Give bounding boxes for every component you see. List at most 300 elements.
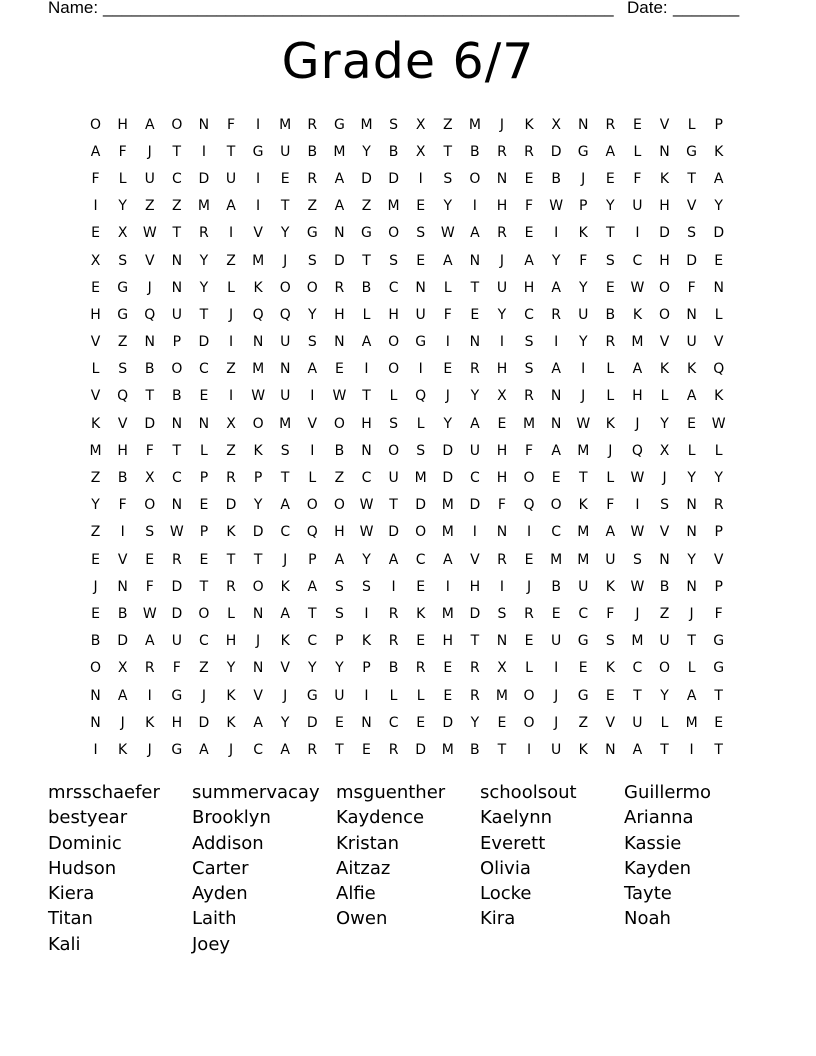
grid-letter: L bbox=[227, 605, 235, 622]
grid-letter: S bbox=[605, 633, 615, 650]
grid-letter: T bbox=[660, 741, 669, 758]
grid-letter: Q bbox=[631, 442, 643, 459]
grid-letter: W bbox=[630, 279, 645, 296]
grid-letter: B bbox=[117, 605, 128, 622]
grid-letter: O bbox=[415, 524, 427, 541]
grid-letter: A bbox=[713, 170, 724, 187]
grid-letter: A bbox=[551, 442, 561, 459]
grid-letter: M bbox=[631, 334, 644, 351]
grid-letter: T bbox=[687, 633, 696, 650]
grid-letter: S bbox=[334, 578, 344, 595]
grid-row bbox=[82, 628, 734, 655]
grid-letter: D bbox=[442, 714, 454, 731]
word-list bbox=[48, 780, 768, 957]
grid-letter: H bbox=[496, 470, 508, 487]
grid-letter: K bbox=[280, 578, 290, 595]
grid-letter: E bbox=[416, 633, 426, 650]
grid-letter: Z bbox=[144, 198, 155, 215]
grid-row bbox=[82, 329, 734, 356]
grid-letter: N bbox=[686, 578, 697, 595]
grid-letter: I bbox=[364, 605, 369, 622]
grid-letter: J bbox=[201, 687, 206, 704]
grid-letter: W bbox=[549, 198, 564, 215]
word-list-item: Laith bbox=[192, 908, 237, 930]
grid-letter: Z bbox=[90, 524, 101, 541]
grid-letter: W bbox=[576, 415, 591, 432]
grid-row bbox=[82, 492, 734, 519]
grid-letter: Y bbox=[118, 198, 127, 215]
grid-letter: B bbox=[551, 170, 561, 187]
grid-letter: O bbox=[279, 279, 291, 296]
grid-letter: I bbox=[310, 388, 315, 405]
grid-letter: T bbox=[389, 497, 398, 514]
grid-letter: U bbox=[659, 633, 670, 650]
grid-letter: N bbox=[686, 497, 697, 514]
grid-letter: S bbox=[660, 497, 669, 514]
grid-letter: V bbox=[117, 415, 128, 432]
grid-letter: K bbox=[659, 170, 670, 187]
grid-row bbox=[82, 736, 734, 763]
grid-letter: M bbox=[197, 198, 210, 215]
grid-letter: J bbox=[283, 252, 288, 269]
grid-row bbox=[82, 220, 734, 247]
grid-letter: I bbox=[445, 578, 450, 595]
grid-letter: D bbox=[334, 252, 345, 269]
grid-letter: O bbox=[388, 334, 400, 351]
grid-letter: U bbox=[469, 442, 480, 459]
word-list-item: Kaelynn bbox=[480, 807, 553, 829]
grid-letter: Y bbox=[687, 470, 696, 487]
grid-letter: H bbox=[659, 252, 670, 269]
grid-letter: P bbox=[172, 334, 182, 351]
grid-letter: C bbox=[415, 551, 426, 568]
grid-letter: A bbox=[307, 361, 318, 378]
grid-letter: R bbox=[551, 306, 561, 323]
grid-letter: C bbox=[469, 470, 480, 487]
page-title: Grade 6/7 bbox=[281, 33, 535, 90]
grid-letter: W bbox=[359, 524, 374, 541]
grid-letter: W bbox=[169, 524, 184, 541]
grid-letter: D bbox=[252, 524, 264, 541]
grid-letter: W bbox=[142, 605, 157, 622]
grid-letter: T bbox=[443, 143, 453, 160]
grid-letter: I bbox=[201, 143, 206, 160]
grid-letter: O bbox=[469, 170, 481, 187]
grid-letter: R bbox=[497, 143, 507, 160]
grid-letter: U bbox=[280, 388, 291, 405]
grid-letter: C bbox=[253, 741, 263, 758]
grid-letter: T bbox=[633, 687, 642, 704]
grid-letter: S bbox=[524, 334, 534, 351]
grid-letter: N bbox=[171, 252, 183, 269]
grid-letter: M bbox=[577, 551, 590, 568]
grid-letter: F bbox=[226, 116, 236, 133]
grid-letter: R bbox=[605, 334, 616, 351]
grid-letter: O bbox=[144, 497, 156, 514]
grid-letter: N bbox=[415, 279, 426, 296]
grid-row bbox=[82, 301, 734, 328]
grid-letter: L bbox=[606, 361, 615, 378]
grid-letter: A bbox=[307, 578, 318, 595]
grid-letter: I bbox=[364, 687, 369, 704]
grid-letter: V bbox=[90, 334, 101, 351]
grid-letter: O bbox=[659, 306, 671, 323]
grid-letter: S bbox=[118, 361, 128, 378]
grid-letter: L bbox=[633, 143, 642, 160]
grid-letter: D bbox=[659, 225, 670, 242]
grid-letter: F bbox=[145, 442, 154, 459]
grid-letter: T bbox=[199, 306, 209, 323]
grid-letter: A bbox=[334, 198, 345, 215]
grid-row bbox=[82, 247, 734, 274]
grid-letter: L bbox=[525, 660, 533, 677]
grid-letter: J bbox=[283, 551, 288, 568]
grid-letter: H bbox=[117, 116, 128, 133]
grid-letter: T bbox=[172, 143, 182, 160]
grid-letter: Z bbox=[659, 605, 670, 622]
grid-letter: S bbox=[524, 361, 534, 378]
grid-letter: L bbox=[687, 660, 696, 677]
grid-letter: P bbox=[308, 551, 317, 568]
grid-letter: B bbox=[307, 143, 318, 160]
grid-letter: X bbox=[659, 442, 670, 459]
grid-letter: E bbox=[416, 252, 426, 269]
grid-letter: O bbox=[252, 415, 264, 432]
grid-letter: B bbox=[172, 388, 182, 405]
grid-row bbox=[82, 193, 734, 220]
grid-letter: O bbox=[198, 605, 210, 622]
word-list-item: Alfie bbox=[336, 883, 376, 905]
grid-letter: H bbox=[117, 442, 128, 459]
grid-letter: E bbox=[145, 551, 155, 568]
grid-letter: A bbox=[280, 605, 290, 622]
grid-letter: J bbox=[581, 170, 586, 187]
grid-letter: E bbox=[416, 198, 426, 215]
grid-letter: C bbox=[578, 605, 589, 622]
grid-letter: D bbox=[171, 605, 183, 622]
grid-letter: E bbox=[524, 225, 534, 242]
grid-letter: D bbox=[388, 524, 399, 541]
grid-letter: Y bbox=[687, 551, 696, 568]
grid-letter: P bbox=[335, 633, 344, 650]
grid-letter: Q bbox=[306, 524, 318, 541]
grid-letter: Z bbox=[90, 470, 101, 487]
word-list-item: Locke bbox=[480, 883, 532, 905]
grid-letter: X bbox=[90, 252, 101, 269]
grid-letter: P bbox=[714, 116, 723, 133]
grid-letter: K bbox=[253, 442, 263, 459]
grid-letter: R bbox=[199, 225, 209, 242]
grid-letter: N bbox=[686, 306, 697, 323]
grid-letter: Y bbox=[308, 660, 317, 677]
grid-letter: L bbox=[362, 306, 371, 323]
word-list-item: Hudson bbox=[48, 857, 117, 879]
grid-letter: Z bbox=[226, 361, 236, 378]
grid-letter: S bbox=[307, 252, 317, 269]
grid-letter: I bbox=[418, 170, 423, 187]
grid-letter: S bbox=[389, 415, 399, 432]
grid-letter: C bbox=[388, 279, 399, 296]
grid-letter: G bbox=[171, 741, 183, 758]
grid-letter: W bbox=[630, 524, 645, 541]
grid-letter: E bbox=[443, 687, 453, 704]
grid-letter: G bbox=[306, 687, 318, 704]
grid-letter: F bbox=[91, 170, 100, 187]
grid-letter: U bbox=[144, 170, 155, 187]
grid-letter: Y bbox=[362, 551, 371, 568]
grid-letter: I bbox=[256, 116, 261, 133]
grid-letter: M bbox=[279, 415, 292, 432]
grid-letter: L bbox=[416, 687, 425, 704]
grid-letter: K bbox=[253, 279, 263, 296]
grid-letter: U bbox=[225, 170, 237, 187]
grid-letter: H bbox=[632, 388, 643, 405]
word-list-item: Ayden bbox=[192, 883, 248, 905]
grid-letter: E bbox=[714, 252, 724, 269]
grid-letter: S bbox=[389, 252, 399, 269]
grid-letter: N bbox=[90, 714, 101, 731]
grid-letter: Y bbox=[443, 415, 453, 432]
grid-letter: L bbox=[606, 388, 615, 405]
word-search-grid bbox=[82, 111, 734, 764]
date-label: Date: bbox=[627, 0, 668, 17]
grid-letter: A bbox=[144, 116, 155, 133]
grid-letter: I bbox=[472, 524, 477, 541]
grid-letter: H bbox=[334, 524, 345, 541]
grid-letter: A bbox=[361, 334, 372, 351]
grid-letter: E bbox=[470, 306, 480, 323]
grid-letter: G bbox=[117, 306, 129, 323]
grid-letter: P bbox=[714, 524, 723, 541]
grid-letter: E bbox=[443, 660, 453, 677]
grid-letter: K bbox=[659, 361, 670, 378]
grid-letter: I bbox=[364, 361, 369, 378]
grid-letter: W bbox=[332, 388, 347, 405]
grid-letter: R bbox=[415, 660, 426, 677]
grid-letter: X bbox=[415, 143, 426, 160]
grid-letter: T bbox=[335, 741, 344, 758]
grid-letter: W bbox=[630, 470, 645, 487]
grid-letter: F bbox=[606, 605, 615, 622]
grid-letter: N bbox=[198, 116, 210, 133]
grid-letter: S bbox=[416, 442, 426, 459]
grid-letter: K bbox=[280, 633, 290, 650]
grid-letter: G bbox=[577, 633, 589, 650]
grid-letter: A bbox=[253, 714, 263, 731]
grid-letter: D bbox=[415, 741, 427, 758]
grid-letter: A bbox=[686, 687, 697, 704]
grid-letter: S bbox=[334, 605, 344, 622]
grid-letter: J bbox=[526, 578, 532, 595]
grid-letter: G bbox=[415, 334, 427, 351]
word-list-item: Arianna bbox=[624, 807, 694, 829]
grid-letter: K bbox=[226, 687, 236, 704]
grid-letter: N bbox=[252, 660, 264, 677]
grid-letter: J bbox=[93, 578, 98, 595]
grid-letter: Y bbox=[362, 143, 371, 160]
grid-letter: T bbox=[172, 442, 182, 459]
grid-letter: E bbox=[551, 470, 561, 487]
grid-letter: T bbox=[470, 633, 480, 650]
grid-letter: N bbox=[496, 524, 508, 541]
grid-letter: V bbox=[605, 714, 616, 731]
grid-row bbox=[82, 111, 734, 138]
grid-letter: R bbox=[524, 605, 534, 622]
grid-letter: V bbox=[659, 116, 670, 133]
grid-letter: H bbox=[496, 198, 508, 215]
grid-letter: O bbox=[388, 225, 400, 242]
grid-letter: X bbox=[497, 660, 507, 677]
grid-letter: Y bbox=[660, 687, 669, 704]
grid-letter: E bbox=[91, 605, 100, 622]
grid-row bbox=[82, 383, 734, 410]
grid-letter: J bbox=[554, 714, 559, 731]
grid-letter: A bbox=[117, 687, 128, 704]
grid-letter: B bbox=[659, 578, 670, 595]
grid-letter: A bbox=[605, 143, 616, 160]
grid-letter: F bbox=[145, 578, 154, 595]
grid-letter: L bbox=[687, 442, 696, 459]
grid-letter: Y bbox=[335, 660, 344, 677]
grid-letter: K bbox=[632, 306, 643, 323]
grid-letter: S bbox=[307, 334, 317, 351]
grid-letter: B bbox=[605, 306, 616, 323]
word-list-item: Noah bbox=[624, 908, 671, 930]
grid-letter: E bbox=[91, 551, 100, 568]
grid-letter: O bbox=[659, 660, 671, 677]
word-list-item: Tayte bbox=[624, 883, 672, 905]
grid-letter: M bbox=[577, 524, 590, 541]
word-list-item: Everett bbox=[480, 832, 546, 854]
grid-letter: J bbox=[228, 741, 234, 758]
grid-letter: Z bbox=[578, 714, 589, 731]
grid-letter: S bbox=[145, 524, 155, 541]
grid-letter: R bbox=[144, 660, 155, 677]
grid-letter: O bbox=[252, 578, 264, 595]
grid-letter: K bbox=[605, 415, 615, 432]
name-field[interactable]: ______________________________________________________ bbox=[103, 0, 614, 17]
grid-letter: M bbox=[495, 687, 508, 704]
grid-letter: R bbox=[469, 660, 480, 677]
date-field[interactable]: _______ bbox=[673, 0, 740, 17]
grid-letter: F bbox=[687, 279, 696, 296]
grid-letter: D bbox=[198, 714, 210, 731]
grid-letter: C bbox=[361, 470, 372, 487]
grid-letter: N bbox=[659, 551, 670, 568]
grid-letter: N bbox=[144, 334, 155, 351]
grid-letter: D bbox=[144, 415, 156, 432]
grid-letter: A bbox=[334, 551, 345, 568]
grid-letter: W bbox=[359, 497, 374, 514]
grid-letter: P bbox=[579, 198, 588, 215]
grid-letter: T bbox=[578, 470, 588, 487]
grid-letter: O bbox=[306, 279, 318, 296]
word-list-item: mrsschaefer bbox=[48, 782, 160, 803]
grid-letter: B bbox=[144, 361, 155, 378]
grid-letter: Y bbox=[443, 198, 453, 215]
grid-letter: G bbox=[306, 225, 318, 242]
grid-letter: A bbox=[442, 252, 453, 269]
grid-letter: Y bbox=[226, 660, 236, 677]
grid-letter: I bbox=[391, 578, 396, 595]
grid-letter: R bbox=[226, 470, 236, 487]
word-list-item: Kayden bbox=[624, 857, 692, 879]
grid-letter: F bbox=[525, 442, 534, 459]
grid-letter: L bbox=[714, 306, 723, 323]
grid-letter: N bbox=[550, 388, 562, 405]
grid-letter: Q bbox=[117, 388, 129, 405]
grid-letter: N bbox=[252, 334, 264, 351]
grid-letter: E bbox=[443, 361, 453, 378]
grid-letter: B bbox=[117, 470, 128, 487]
grid-letter: N bbox=[90, 687, 101, 704]
grid-letter: L bbox=[660, 714, 669, 731]
grid-letter: K bbox=[578, 497, 588, 514]
grid-letter: Y bbox=[91, 497, 100, 514]
grid-letter: C bbox=[199, 361, 209, 378]
grid-letter: A bbox=[524, 252, 534, 269]
grid-letter: E bbox=[199, 497, 209, 514]
grid-letter: T bbox=[714, 741, 723, 758]
grid-letter: Y bbox=[497, 306, 507, 323]
grid-letter: N bbox=[171, 415, 183, 432]
grid-letter: T bbox=[199, 578, 209, 595]
grid-letter: Z bbox=[172, 198, 182, 215]
grid-letter: U bbox=[605, 551, 616, 568]
grid-letter: R bbox=[497, 225, 507, 242]
grid-letter: E bbox=[91, 225, 100, 242]
grid-letter: B bbox=[90, 633, 101, 650]
grid-letter: N bbox=[117, 578, 128, 595]
grid-letter: H bbox=[523, 279, 535, 296]
grid-row bbox=[82, 573, 734, 600]
grid-letter: H bbox=[334, 306, 345, 323]
grid-letter: I bbox=[228, 334, 234, 351]
grid-letter: X bbox=[497, 388, 507, 405]
grid-letter: V bbox=[659, 334, 670, 351]
grid-letter: E bbox=[524, 551, 534, 568]
grid-letter: U bbox=[578, 578, 589, 595]
grid-letter: T bbox=[308, 605, 317, 622]
grid-letter: N bbox=[361, 714, 372, 731]
grid-letter: E bbox=[91, 279, 100, 296]
grid-letter: X bbox=[415, 116, 426, 133]
grid-letter: A bbox=[551, 279, 561, 296]
grid-letter: M bbox=[252, 361, 265, 378]
grid-letter: V bbox=[470, 551, 480, 568]
grid-row bbox=[82, 165, 734, 192]
grid-letter: J bbox=[445, 388, 450, 405]
grid-letter: E bbox=[416, 578, 426, 595]
grid-row bbox=[82, 546, 734, 573]
grid-letter: I bbox=[93, 198, 98, 215]
grid-letter: F bbox=[443, 306, 452, 323]
word-list-item: Kiera bbox=[48, 883, 95, 905]
word-list-item: Addison bbox=[192, 832, 264, 854]
grid-letter: J bbox=[554, 687, 559, 704]
grid-letter: W bbox=[630, 578, 645, 595]
grid-letter: M bbox=[550, 551, 563, 568]
grid-letter: A bbox=[551, 361, 561, 378]
grid-letter: Z bbox=[442, 116, 453, 133]
grid-letter: O bbox=[523, 714, 535, 731]
grid-row bbox=[82, 655, 734, 682]
grid-letter: W bbox=[711, 415, 726, 432]
grid-letter: U bbox=[686, 334, 697, 351]
grid-letter: U bbox=[632, 714, 643, 731]
grid-letter: R bbox=[524, 388, 534, 405]
grid-letter: J bbox=[635, 415, 640, 432]
